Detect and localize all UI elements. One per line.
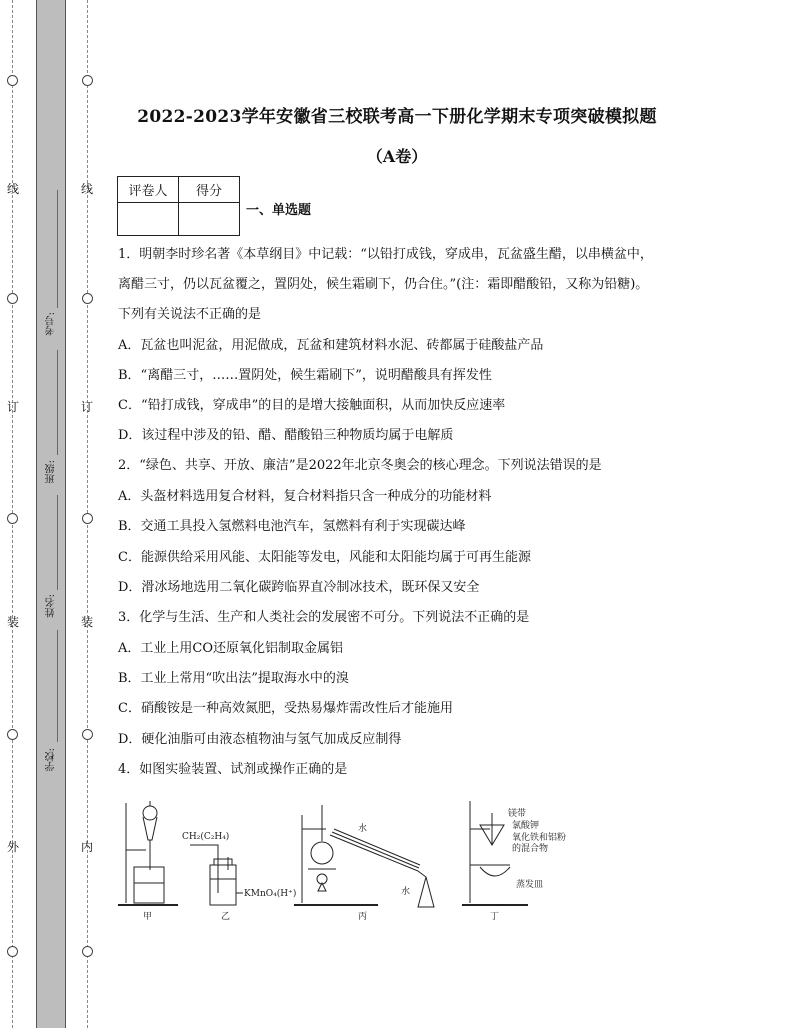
water-out-label: 水 bbox=[401, 887, 411, 897]
q1-line-3: 下列有关说法不正确的是 bbox=[118, 307, 262, 322]
score-table-score-header: 得分 bbox=[179, 177, 240, 203]
q3-option-d: D．硬化油脂可由液态植物油与氢气加成反应制得 bbox=[118, 732, 402, 747]
field-class: 班级: bbox=[46, 460, 57, 484]
score-table-grader-cell[interactable] bbox=[118, 203, 179, 236]
q3-stem: 3．化学与生活、生产和人类社会的发展密不可分。下列说法不正确的是 bbox=[118, 610, 530, 625]
q1-line-2: 离醋三寸，仍以瓦盆覆之，置阴处，候生霜刷下，仍合住。”(注：霜即醋酸铅，又称为铅糖)。 bbox=[118, 277, 649, 292]
kclo3-label: 氯酸钾 bbox=[512, 821, 540, 831]
apparatus-jia bbox=[118, 801, 178, 922]
field-exam-number: 考号: bbox=[46, 312, 57, 336]
margin-hole-3 bbox=[7, 513, 18, 524]
evaporating-dish-label: 蒸发皿 bbox=[516, 880, 544, 890]
lab-apparatus-figure bbox=[118, 795, 578, 930]
margin-hole-5 bbox=[7, 946, 18, 957]
q1-option-b: B．“离醋三寸，……置阴处，候生霜刷下”，说明醋酸具有挥发性 bbox=[118, 368, 492, 383]
q1-option-a: A．瓦盆也叫泥盆，用泥做成，瓦盆和建筑材料水泥、砖都属于硅酸盐产品 bbox=[118, 338, 544, 353]
q2-option-a: A．头盔材料选用复合材料，复合材料指只含一种成分的功能材料 bbox=[118, 489, 492, 504]
figure-label-ding: 丁 bbox=[490, 912, 500, 922]
page-subtitle: （A卷） bbox=[366, 147, 428, 166]
field-exam-number-line bbox=[57, 190, 58, 308]
inner-char-xian: 线 bbox=[80, 182, 93, 196]
mixture-label-2: 的混合物 bbox=[512, 844, 549, 854]
score-table-grader-header: 评卷人 bbox=[118, 177, 179, 203]
apparatus-bing bbox=[294, 805, 434, 922]
q2-option-d: D．滑冰场地选用二氧化碳跨临界直冷制冰技术，既环保又安全 bbox=[118, 580, 480, 595]
q2-option-c: C．能源供给采用风能、太阳能等发电，风能和太阳能均属于可再生能源 bbox=[118, 550, 531, 565]
mixture-label-1: 氧化铁和铝粉 bbox=[512, 833, 567, 843]
page-title: 2022-2023学年安徽省三校联考高一下册化学期末专项突破模拟题 bbox=[137, 107, 657, 127]
q2-stem: 2．“绿色、共享、开放、廉洁”是2022年北京冬奥会的核心理念。下列说法错误的是 bbox=[118, 458, 602, 473]
figure-label-yi: 乙 bbox=[221, 912, 231, 922]
q1-line-1: 1．明朝李时珍名著《本草纲目》中记载：“以铅打成钱，穿成串，瓦盆盛生醋，以串横盆中， bbox=[118, 247, 653, 262]
margin-hole-9 bbox=[82, 729, 93, 740]
apparatus-yi bbox=[182, 831, 296, 922]
margin-hole-1 bbox=[7, 75, 18, 86]
gas-label: CH₂(C₂H₄) bbox=[182, 832, 230, 842]
q3-option-a: A．工业上用CO还原氧化铝制取金属铝 bbox=[118, 641, 343, 656]
binding-strip bbox=[36, 0, 66, 1028]
water-in-label: 水 bbox=[358, 824, 368, 834]
outer-char-wai: 外 bbox=[6, 840, 19, 854]
outer-char-xian: 线 bbox=[6, 182, 19, 196]
field-name: 姓名: bbox=[46, 594, 57, 618]
score-table bbox=[117, 176, 240, 236]
inner-char-zhuang: 装 bbox=[80, 615, 93, 629]
section-title: 一、单选题 bbox=[246, 203, 312, 218]
outer-char-ding: 订 bbox=[6, 400, 19, 414]
figure-label-bing: 丙 bbox=[358, 912, 368, 922]
margin-hole-7 bbox=[82, 293, 93, 304]
field-class-line bbox=[57, 350, 58, 455]
q2-option-b: B．交通工具投入氢燃料电池汽车，氢燃料有利于实现碳达峰 bbox=[118, 519, 466, 534]
inner-char-ding: 订 bbox=[80, 400, 93, 414]
margin-hole-6 bbox=[82, 75, 93, 86]
kmno4-label: KMnO₄(H⁺) bbox=[244, 889, 297, 899]
outer-char-zhuang: 装 bbox=[6, 615, 19, 629]
margin-hole-8 bbox=[82, 513, 93, 524]
field-school: 学校: bbox=[46, 748, 57, 772]
field-school-line bbox=[57, 630, 58, 742]
score-table-score-cell[interactable] bbox=[179, 203, 240, 236]
q1-option-d: D．该过程中涉及的铅、醋、醋酸铅三种物质均属于电解质 bbox=[118, 428, 454, 443]
q4-stem: 4．如图实验装置、试剂或操作正确的是 bbox=[118, 762, 348, 777]
q3-option-b: B．工业上常用“吹出法”提取海水中的溴 bbox=[118, 671, 349, 686]
apparatus-ding bbox=[462, 801, 566, 922]
q3-option-c: C．硝酸铵是一种高效氮肥，受热易爆炸需改性后才能施用 bbox=[118, 701, 453, 716]
mg-ribbon-label: 镁带 bbox=[508, 809, 527, 819]
field-name-line bbox=[57, 495, 58, 590]
q1-option-c: C．“铅打成钱，穿成串”的目的是增大接触面积，从而加快反应速率 bbox=[118, 398, 506, 413]
margin-hole-2 bbox=[7, 293, 18, 304]
inner-char-nei: 内 bbox=[80, 840, 93, 854]
figure-label-jia: 甲 bbox=[143, 912, 153, 922]
margin-hole-10 bbox=[82, 946, 93, 957]
margin-hole-4 bbox=[7, 729, 18, 740]
